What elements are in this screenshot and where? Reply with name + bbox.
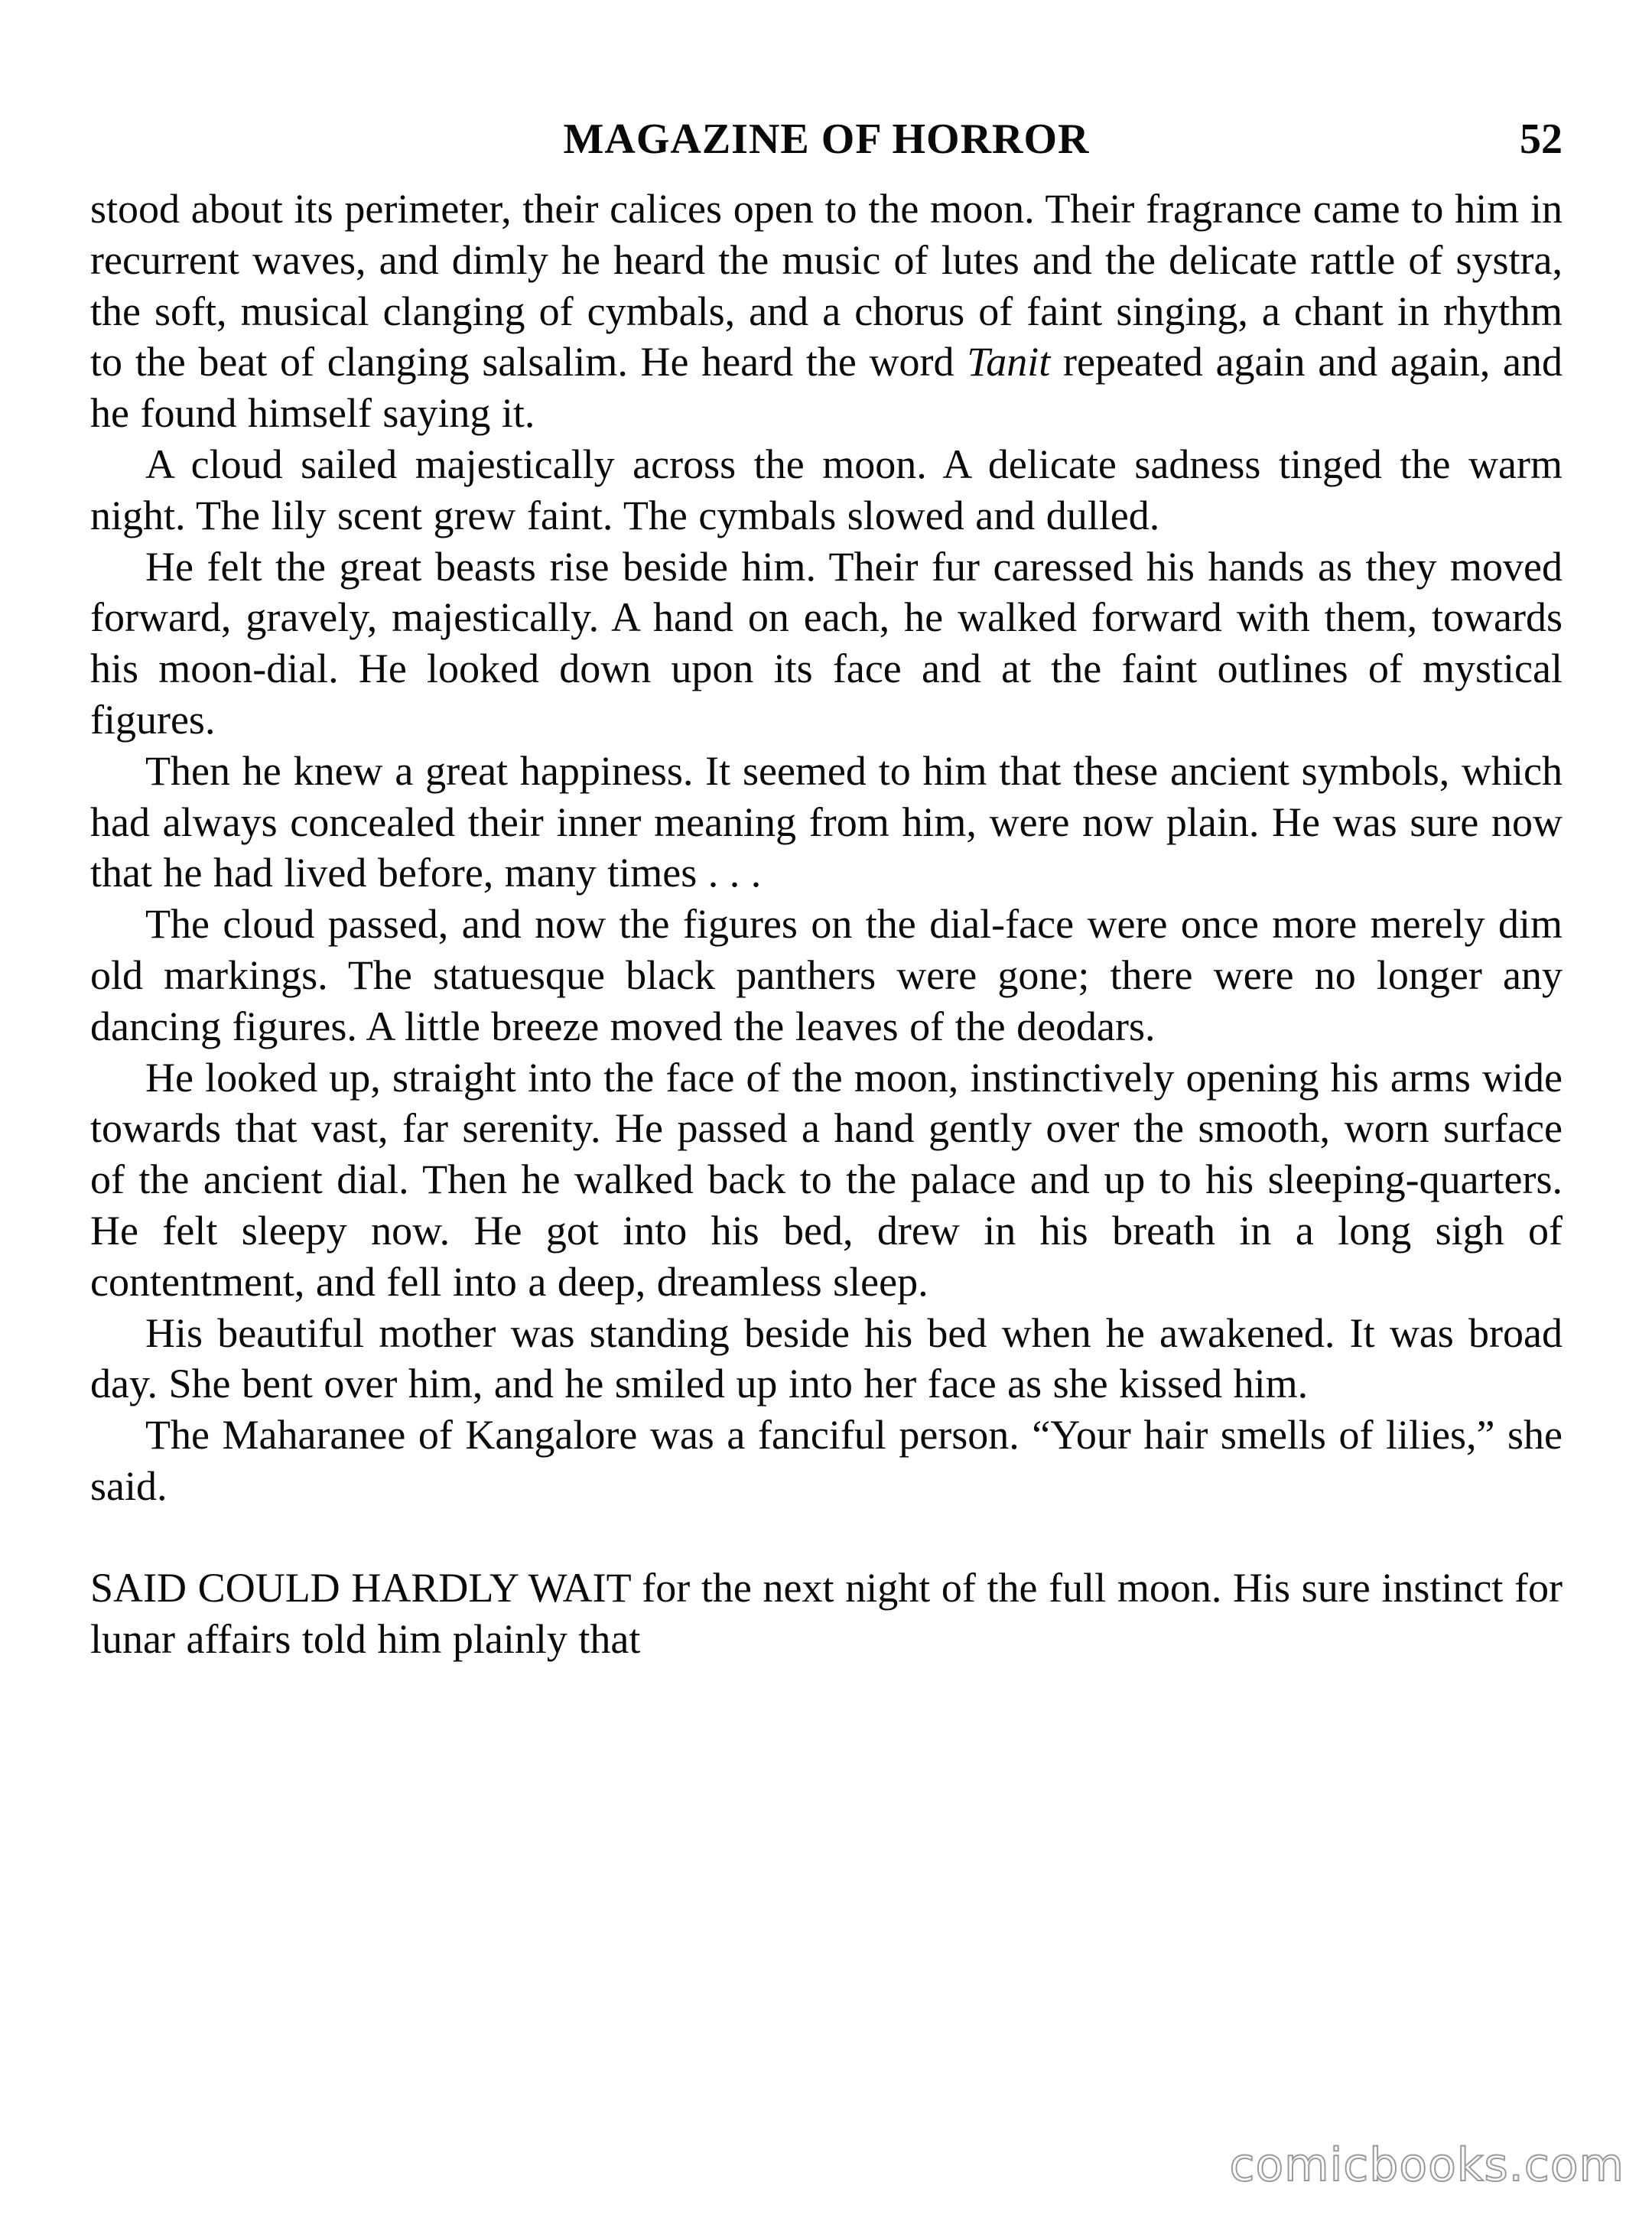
paragraph-5: The cloud passed, and now the figures on the dial-face were once more merely dim old markings. The statuesque black panthers were gone; there were no longer any dancing figures. A little breeze moved the leaves of the deodars. bbox=[90, 901, 1563, 1049]
paragraph-1-text-before: stood about its perimeter, their calices open to the moon. Their fragrance came to him in recurrent waves, and dimly he heard the music of lutes and the delicate rattle of systra, the soft, musical clanging of cymbals, and a chorus of faint singing, a chant in rhythm to the beat of clanging salsalim. He heard the word bbox=[90, 186, 1563, 385]
paragraph-4: Then he knew a great happiness. It seemed to him that these ancient symbols, which had always concealed their inner meaning from him, were now plain. He was sure now that he had lived before, many times . . . bbox=[90, 747, 1563, 896]
book-page bbox=[90, 115, 1563, 1664]
paragraph-1-text-after: repeated again and again, and he found himself saying it. bbox=[90, 339, 1563, 437]
story-text bbox=[90, 184, 1563, 1664]
running-header bbox=[90, 115, 1563, 184]
paragraph-7: His beautiful mother was standing beside his bed when he awakened. It was broad day. She bent over him, and he smiled up into her face as she kissed him. bbox=[90, 1309, 1563, 1407]
paragraph-2: A cloud sailed majestically across the moon. A delicate sadness tinged the warm night. The lily scent grew faint. The cymbals slowed and dulled. bbox=[90, 441, 1563, 538]
section-opening-paragraph: SAID COULD HARDLY WAIT for the next night of the full moon. His sure instinct for lunar affairs told him plainly that bbox=[90, 1564, 1563, 1662]
paragraph-8: The Maharanee of Kangalore was a fanciful person. “Your hair smells of lilies,” she said. bbox=[90, 1412, 1563, 1509]
page-number: 52 bbox=[1520, 115, 1563, 163]
paragraph-6: He looked up, straight into the face of the moon, instinctively opening his arms wide towards that vast, far serenity. He passed a hand gently over the smooth, worn surface of the ancient dial. Then he walked back to the palace and up to his sleeping-quarters. He felt sleepy now. He got into his bed, drew in his breath in a long sigh of contentment, and fell into a deep, dreamless sleep. bbox=[90, 1054, 1563, 1305]
italic-word-tanit: Tanit bbox=[967, 339, 1051, 385]
running-title: MAGAZINE OF HORROR bbox=[563, 115, 1090, 163]
paragraph-1 bbox=[90, 184, 1563, 439]
paragraph-3: He felt the great beasts rise beside him. Their fur caressed his hands as they moved forward, gravely, majestically. A hand on each, he walked forward with them, towards his moon-dial. He looked down upon its face and at the faint outlines of mystical figures. bbox=[90, 543, 1563, 743]
watermark: comicbooks.com bbox=[1229, 2138, 1624, 2192]
